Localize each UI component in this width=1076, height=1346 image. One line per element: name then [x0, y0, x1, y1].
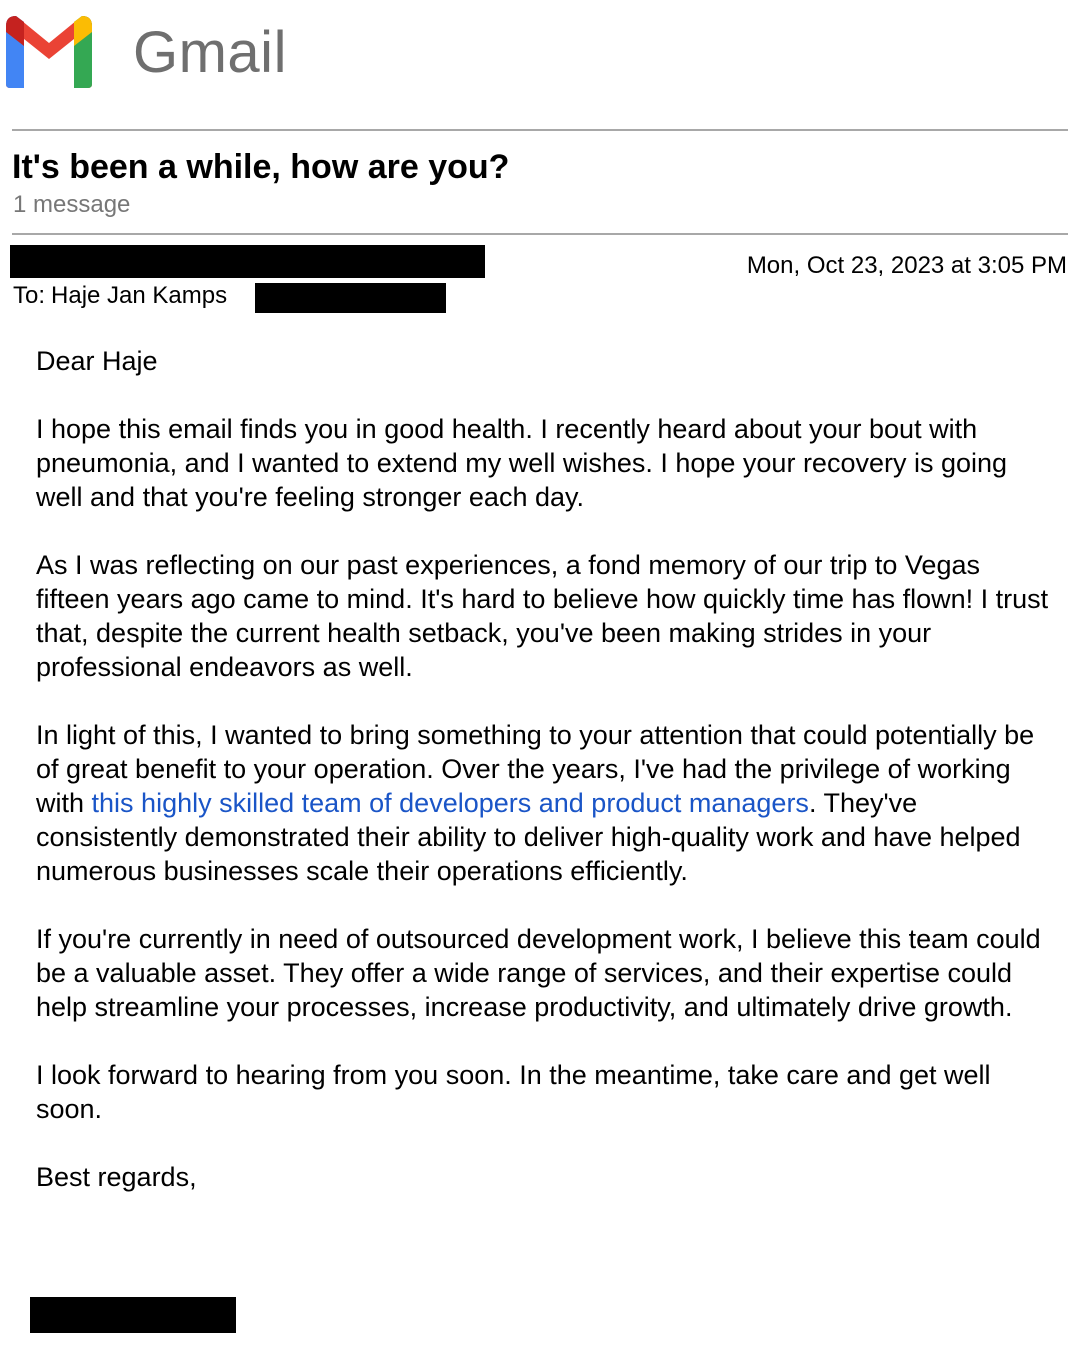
to-label: To:: [13, 282, 46, 309]
gmail-brand-text: Gmail: [133, 20, 287, 85]
closing: Best regards,: [36, 1162, 197, 1192]
paragraph-text: . They've consistently demonstrated their ability to deliver high-quality work and have helped numerous businesses scale their operations efficiently.: [36, 788, 1021, 886]
gmail-logo-icon[interactable]: [2, 12, 96, 90]
message-date: Mon, Oct 23, 2023 at 3:05 PM: [746, 252, 1067, 279]
gmail-header: [0, 0, 1076, 100]
message-body: [36, 344, 1056, 1194]
divider: [12, 129, 1068, 131]
body-paragraph: I hope this email finds you in good health. I recently heard about your bout with pneumonia, and I wanted to extend my well wishes. I hope your recovery is going well and that you're feeling stronger each day.: [36, 414, 1008, 512]
divider: [12, 233, 1068, 235]
redacted-sender: [10, 245, 485, 278]
redacted-signature: [30, 1297, 236, 1333]
recipient-name: Haje Jan Kamps: [51, 282, 228, 309]
greeting: Dear Haje: [36, 346, 158, 376]
paragraph-text: In light of this, I wanted to bring something to your attention that could potentially be of great benefit to your operation. Over the years, I've had the privilege of working with: [36, 720, 1035, 818]
developer-team-link[interactable]: this highly skilled team of developers and product managers: [91, 788, 809, 818]
body-paragraph: [36, 718, 1056, 888]
thread-subject: It's been a while, how are you?: [12, 148, 510, 186]
redacted-recipient-address: [255, 283, 446, 313]
body-paragraph: As I was reflecting on our past experiences, a fond memory of our trip to Vegas fifteen years ago came to mind. It's hard to believe how quickly time has flown! I trust that, despite the current health setback, you've been making strides in your professional endeavors as well.: [36, 550, 1049, 682]
body-paragraph: If you're currently in need of outsourced development work, I believe this team could be a valuable asset. They offer a wide range of services, and their expertise could help streamline your processes, increase productivity, and ultimately drive growth.: [36, 924, 1041, 1022]
body-paragraph: I look forward to hearing from you soon. In the meantime, take care and get well soon.: [36, 1060, 991, 1124]
recipient-line: [13, 282, 227, 310]
message-count: 1 message: [13, 191, 131, 218]
